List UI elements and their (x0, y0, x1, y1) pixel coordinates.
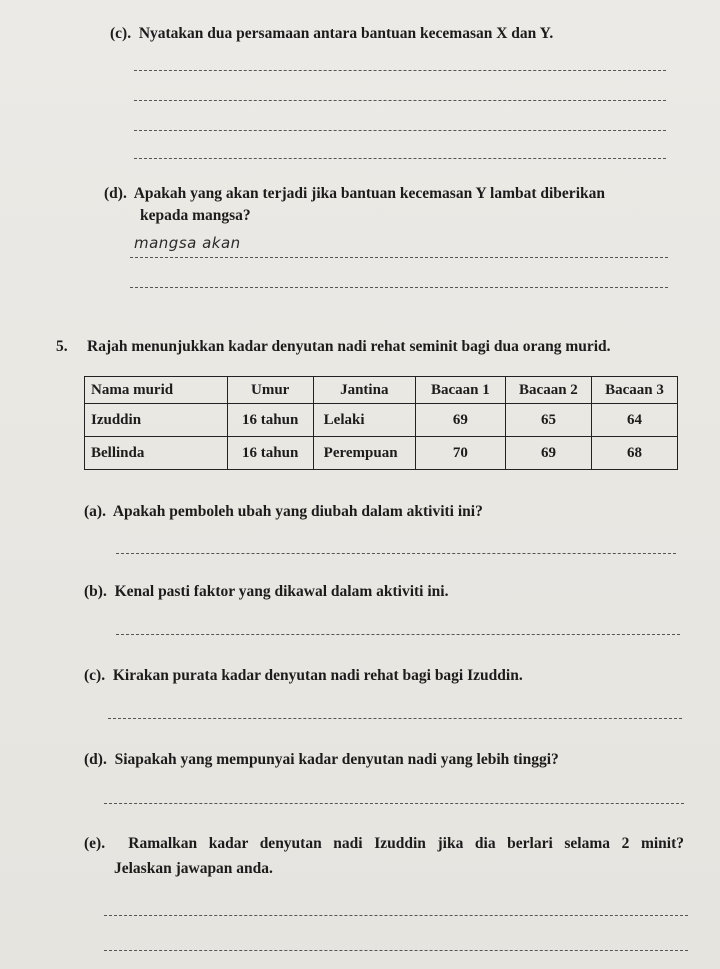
table-header-row (85, 377, 678, 404)
header-jantina: Jantina (313, 377, 415, 404)
cell-bacaan-2: 69 (505, 437, 591, 470)
cell-nama: Bellinda (85, 437, 228, 470)
answer-line[interactable] (104, 950, 688, 951)
answer-line[interactable] (116, 634, 680, 635)
header-bacaan-2: Bacaan 2 (505, 377, 591, 404)
header-bacaan-3: Bacaan 3 (591, 377, 677, 404)
table-row (85, 437, 678, 470)
q5b-question (84, 580, 448, 604)
answer-line[interactable] (134, 130, 666, 131)
q5b-text: Kenal pasti faktor yang dikawal dalam aktiviti ini. (114, 583, 449, 600)
cell-bacaan-3: 68 (591, 437, 677, 470)
table-row (85, 404, 678, 437)
cell-umur: 16 tahun (227, 437, 313, 470)
q5d-text: Siapakah yang mempunyai kadar denyutan nadi yang lebih tinggi? (114, 751, 559, 768)
q5d-label: (d). (84, 751, 107, 768)
cell-bacaan-1: 70 (415, 437, 505, 470)
q4d-text-line2: kepada mangsa? (140, 207, 251, 224)
q5c-label: (c). (84, 667, 106, 684)
q4d-text-line1: Apakah yang akan terjadi jika bantuan kecemasan Y lambat diberikan (133, 185, 605, 202)
header-bacaan-1: Bacaan 1 (415, 377, 505, 404)
q5d-question (84, 748, 559, 772)
q5a-text: Apakah pemboleh ubah yang diubah dalam aktiviti ini? (112, 503, 483, 520)
cell-bacaan-3: 64 (591, 404, 677, 437)
answer-line[interactable] (104, 915, 688, 916)
q4c-question (110, 22, 553, 46)
answer-line[interactable] (134, 158, 666, 159)
q4c-label: (c). (110, 25, 132, 42)
cell-bacaan-2: 65 (505, 404, 591, 437)
cell-jantina: Lelaki (313, 404, 415, 437)
q5-question (56, 335, 611, 359)
q5-text: Rajah menunjukkan kadar denyutan nadi rehat seminit bagi dua orang murid. (87, 338, 611, 355)
answer-line[interactable] (130, 287, 668, 288)
q5-number: 5. (56, 338, 68, 355)
q4c-text: Nyatakan dua persamaan antara bantuan kecemasan X dan Y. (138, 25, 554, 42)
answer-line[interactable] (134, 100, 666, 101)
q5c-question (84, 664, 523, 688)
cell-bacaan-1: 69 (415, 404, 505, 437)
cell-umur: 16 tahun (227, 404, 313, 437)
answer-line[interactable] (130, 257, 668, 258)
handwritten-answer: mangsa akan (134, 234, 241, 252)
q5e-text-line2: Jelaskan jawapan anda. (114, 860, 273, 877)
q5e-question (84, 832, 684, 856)
answer-line[interactable] (134, 70, 666, 71)
header-nama-murid: Nama murid (85, 377, 228, 404)
answer-line[interactable] (116, 553, 676, 554)
header-umur: Umur (227, 377, 313, 404)
cell-jantina: Perempuan (313, 437, 415, 470)
q5c-text: Kirakan purata kadar denyutan nadi rehat bagi bagi Izuddin. (112, 667, 523, 684)
q4d-question (104, 182, 605, 206)
answer-line[interactable] (108, 718, 682, 719)
pulse-rate-table (84, 376, 678, 470)
q5e-text-line1: Ramalkan kadar denyutan nadi Izuddin jika dia berlari selama 2 minit? (128, 835, 684, 852)
q4d-label: (d). (104, 185, 127, 202)
answer-line[interactable] (104, 803, 684, 804)
q5b-label: (b). (84, 583, 107, 600)
cell-nama: Izuddin (85, 404, 228, 437)
q5a-label: (a). (84, 503, 106, 520)
q5e-label: (e). (84, 835, 106, 852)
q5a-question (84, 500, 483, 524)
